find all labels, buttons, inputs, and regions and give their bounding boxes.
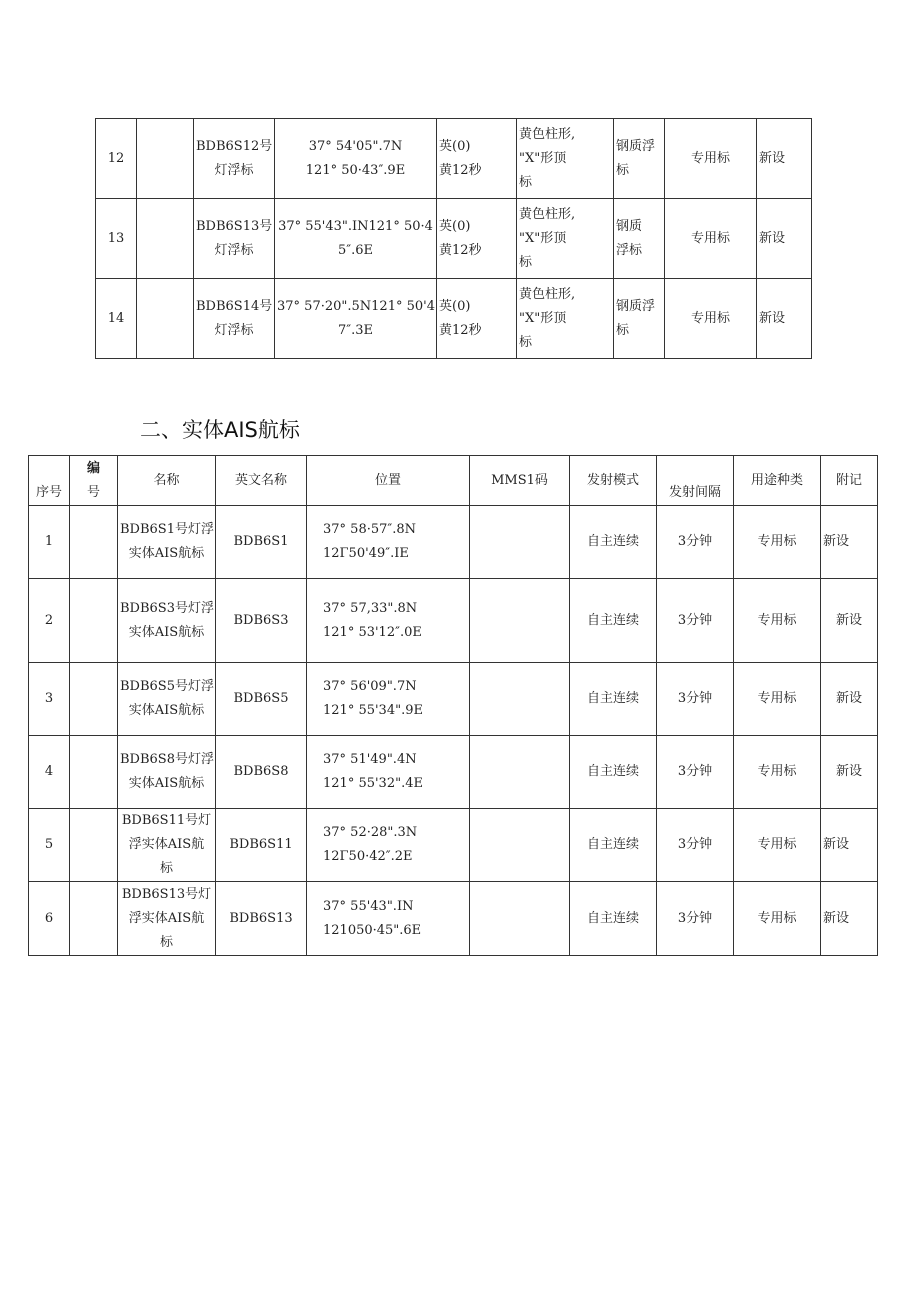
english-cell: BDB6S3	[216, 579, 307, 663]
material-cell-l1: 钢质浮	[616, 298, 656, 314]
position-cell	[307, 506, 470, 579]
mode-cell: 自主连续	[570, 882, 657, 956]
position-cell-l1: 37° 52·28".3N	[323, 825, 418, 840]
note-cell: 新设	[757, 119, 812, 199]
mmsi-cell	[470, 809, 570, 882]
header-seq: 序号	[29, 456, 70, 506]
position-cell-l2: 121° 55'32".4E	[323, 776, 423, 791]
note-cell: 新设	[821, 736, 878, 809]
header-mmsi: MMS1码	[470, 456, 570, 506]
name-cell	[118, 579, 216, 663]
position-cell-l2: 121° 55'34".9E	[323, 703, 423, 718]
seq-cell: 2	[29, 579, 70, 663]
light-cell-l2: 黄12秒	[439, 162, 482, 178]
seq-cell: 13	[96, 199, 137, 279]
name-cell-l1: BDB6S8号灯浮	[120, 752, 214, 767]
name-cell-l1: BDB6S1号灯浮	[120, 522, 214, 537]
purpose-cell: 专用标	[665, 199, 757, 279]
position-cell-l2: 12Γ50'49″.IE	[323, 546, 409, 561]
code-cell	[70, 809, 118, 882]
name-cell-l2: 实体AIS航标	[128, 776, 205, 791]
table-row	[29, 809, 878, 882]
english-cell: BDB6S8	[216, 736, 307, 809]
mmsi-cell	[470, 579, 570, 663]
code-cell	[70, 882, 118, 956]
material-cell-l1: 钢质浮	[616, 138, 656, 154]
position-cell-l2: 121° 50·43″.9E	[305, 162, 406, 178]
shape-cell	[517, 199, 614, 279]
mmsi-cell	[470, 506, 570, 579]
shape-cell-l2: "X"形顶	[519, 150, 567, 166]
position-cell	[275, 199, 437, 279]
mode-cell: 自主连续	[570, 809, 657, 882]
purpose-cell: 专用标	[734, 663, 821, 736]
seq-cell: 4	[29, 736, 70, 809]
english-cell: BDB6S1	[216, 506, 307, 579]
position-cell-l2: 121° 53'12″.0E	[323, 624, 422, 640]
shape-cell-l3: 标	[519, 334, 533, 350]
position-cell	[275, 279, 437, 359]
position-cell	[275, 119, 437, 199]
purpose-cell: 专用标	[734, 809, 821, 882]
mode-cell: 自主连续	[570, 663, 657, 736]
name-cell-l2: 实体AIS航标	[128, 703, 205, 718]
name-cell	[194, 199, 275, 279]
purpose-cell: 专用标	[665, 279, 757, 359]
position-cell-l1: 37° 54'05".7N	[308, 138, 403, 154]
mode-cell: 自主连续	[570, 506, 657, 579]
name-cell-l3: 标	[159, 861, 173, 876]
name-cell	[118, 663, 216, 736]
code-cell	[70, 736, 118, 809]
seq-cell: 6	[29, 882, 70, 956]
mmsi-cell	[470, 663, 570, 736]
name-cell-l2: 实体AIS航标	[128, 624, 205, 640]
name-cell-l1: BDB6S12号	[196, 138, 273, 154]
light-cell	[437, 279, 517, 359]
name-cell-l2: 浮实体AIS航	[128, 837, 205, 852]
position-cell	[307, 809, 470, 882]
shape-cell	[517, 279, 614, 359]
shape-cell-l2: "X"形顶	[519, 310, 567, 326]
note-cell: 新设	[821, 663, 878, 736]
note-cell: 新设	[821, 809, 878, 882]
name-cell-l1: BDB6S5号灯浮	[120, 679, 214, 694]
purpose-cell: 专用标	[734, 736, 821, 809]
mmsi-cell	[470, 882, 570, 956]
table-row	[96, 279, 812, 359]
name-cell	[118, 736, 216, 809]
material-cell-l1: 钢质	[616, 218, 643, 234]
header-code-l2: 号	[86, 484, 100, 500]
table-row	[96, 119, 812, 199]
material-cell	[614, 119, 665, 199]
name-cell-l1: BDB6S13号	[196, 218, 273, 234]
header-code-l1: 编	[86, 460, 100, 476]
shape-cell-l2: "X"形顶	[519, 230, 567, 246]
interval-cell: 3分钟	[657, 579, 734, 663]
name-cell-l3: 标	[159, 934, 173, 950]
header-note: 附记	[821, 456, 878, 506]
mmsi-cell	[470, 736, 570, 809]
header-purpose: 用途种类	[734, 456, 821, 506]
position-cell-l1: 37° 55'43".IN	[323, 898, 414, 914]
name-cell-l1: BDB6S3号灯浮	[120, 600, 214, 616]
position-cell-l2: 5″.6E	[337, 242, 374, 258]
position-cell	[307, 882, 470, 956]
shape-cell-l3: 标	[519, 254, 533, 270]
material-cell-l2: 标	[616, 322, 630, 338]
material-cell	[614, 279, 665, 359]
position-cell-l2: 12Γ50·42″.2E	[323, 849, 413, 864]
code-cell	[70, 579, 118, 663]
header-english: 英文名称	[216, 456, 307, 506]
name-cell	[118, 882, 216, 956]
position-cell-l1: 37° 55'43".IN121° 50·4	[278, 218, 433, 234]
code-cell	[70, 663, 118, 736]
interval-cell: 3分钟	[657, 736, 734, 809]
light-cell	[437, 119, 517, 199]
position-cell-l1: 37° 51'49".4N	[323, 752, 417, 767]
name-cell-l2: 浮实体AIS航	[128, 910, 205, 926]
position-cell-l2: 7″.3E	[337, 322, 374, 338]
name-cell-l1: BDB6S11号灯	[121, 813, 212, 828]
code-cell	[70, 506, 118, 579]
english-cell: BDB6S5	[216, 663, 307, 736]
english-cell: BDB6S11	[216, 809, 307, 882]
shape-cell-l3: 标	[519, 174, 533, 190]
header-name: 名称	[118, 456, 216, 506]
code-cell	[137, 119, 194, 199]
note-cell: 新设	[757, 279, 812, 359]
material-cell	[614, 199, 665, 279]
header-code	[70, 456, 118, 506]
header-position: 位置	[307, 456, 470, 506]
light-cell-l1: 英(0)	[439, 298, 471, 314]
position-cell-l1: 37° 56'09".7N	[323, 679, 417, 694]
buoy-table	[95, 118, 812, 359]
shape-cell	[517, 119, 614, 199]
section-heading: 二、实体AIS航标	[140, 418, 300, 442]
name-cell	[118, 506, 216, 579]
shape-cell-l1: 黄色柱形,	[519, 126, 576, 142]
name-cell	[194, 119, 275, 199]
light-cell-l1: 英(0)	[439, 138, 471, 154]
seq-cell: 5	[29, 809, 70, 882]
table-row	[29, 663, 878, 736]
light-cell-l2: 黄12秒	[439, 322, 482, 338]
mode-cell: 自主连续	[570, 579, 657, 663]
note-cell: 新设	[821, 882, 878, 956]
seq-cell: 3	[29, 663, 70, 736]
name-cell-l2: 灯浮标	[214, 322, 254, 338]
name-cell	[118, 809, 216, 882]
name-cell-l1: BDB6S14号	[196, 298, 273, 314]
seq-cell: 14	[96, 279, 137, 359]
name-cell-l2: 实体AIS航标	[128, 546, 205, 561]
purpose-cell: 专用标	[665, 119, 757, 199]
light-cell-l2: 黄12秒	[439, 242, 482, 258]
purpose-cell: 专用标	[734, 882, 821, 956]
shape-cell-l1: 黄色柱形,	[519, 286, 576, 302]
seq-cell: 12	[96, 119, 137, 199]
code-cell	[137, 279, 194, 359]
interval-cell: 3分钟	[657, 882, 734, 956]
light-cell	[437, 199, 517, 279]
code-cell	[137, 199, 194, 279]
table-row	[29, 506, 878, 579]
position-cell	[307, 579, 470, 663]
shape-cell-l1: 黄色柱形,	[519, 206, 576, 222]
light-cell-l1: 英(0)	[439, 218, 471, 234]
material-cell-l2: 标	[616, 162, 630, 178]
interval-cell: 3分钟	[657, 809, 734, 882]
header-row	[29, 456, 878, 506]
table-row	[29, 882, 878, 956]
purpose-cell: 专用标	[734, 506, 821, 579]
table-row	[29, 736, 878, 809]
interval-cell: 3分钟	[657, 506, 734, 579]
header-interval: 发射间隔	[657, 456, 734, 506]
name-cell	[194, 279, 275, 359]
interval-cell: 3分钟	[657, 663, 734, 736]
name-cell-l2: 灯浮标	[214, 242, 254, 258]
table-row	[96, 199, 812, 279]
seq-cell: 1	[29, 506, 70, 579]
material-cell-l2: 浮标	[616, 242, 643, 258]
position-cell-l1: 37° 57·20".5N121° 50'4	[277, 298, 435, 314]
note-cell: 新设	[821, 506, 878, 579]
table-row	[29, 579, 878, 663]
header-mode: 发射模式	[570, 456, 657, 506]
note-cell: 新设	[757, 199, 812, 279]
name-cell-l1: BDB6S13号灯	[121, 886, 212, 902]
position-cell	[307, 663, 470, 736]
position-cell-l2: 121050·45".6E	[323, 922, 422, 938]
name-cell-l2: 灯浮标	[214, 162, 254, 178]
ais-table	[28, 455, 878, 956]
position-cell	[307, 736, 470, 809]
english-cell: BDB6S13	[216, 882, 307, 956]
note-cell: 新设	[821, 579, 878, 663]
purpose-cell: 专用标	[734, 579, 821, 663]
position-cell-l1: 37° 58·57″.8N	[323, 522, 417, 537]
position-cell-l1: 37° 57,33".8N	[323, 600, 418, 616]
mode-cell: 自主连续	[570, 736, 657, 809]
